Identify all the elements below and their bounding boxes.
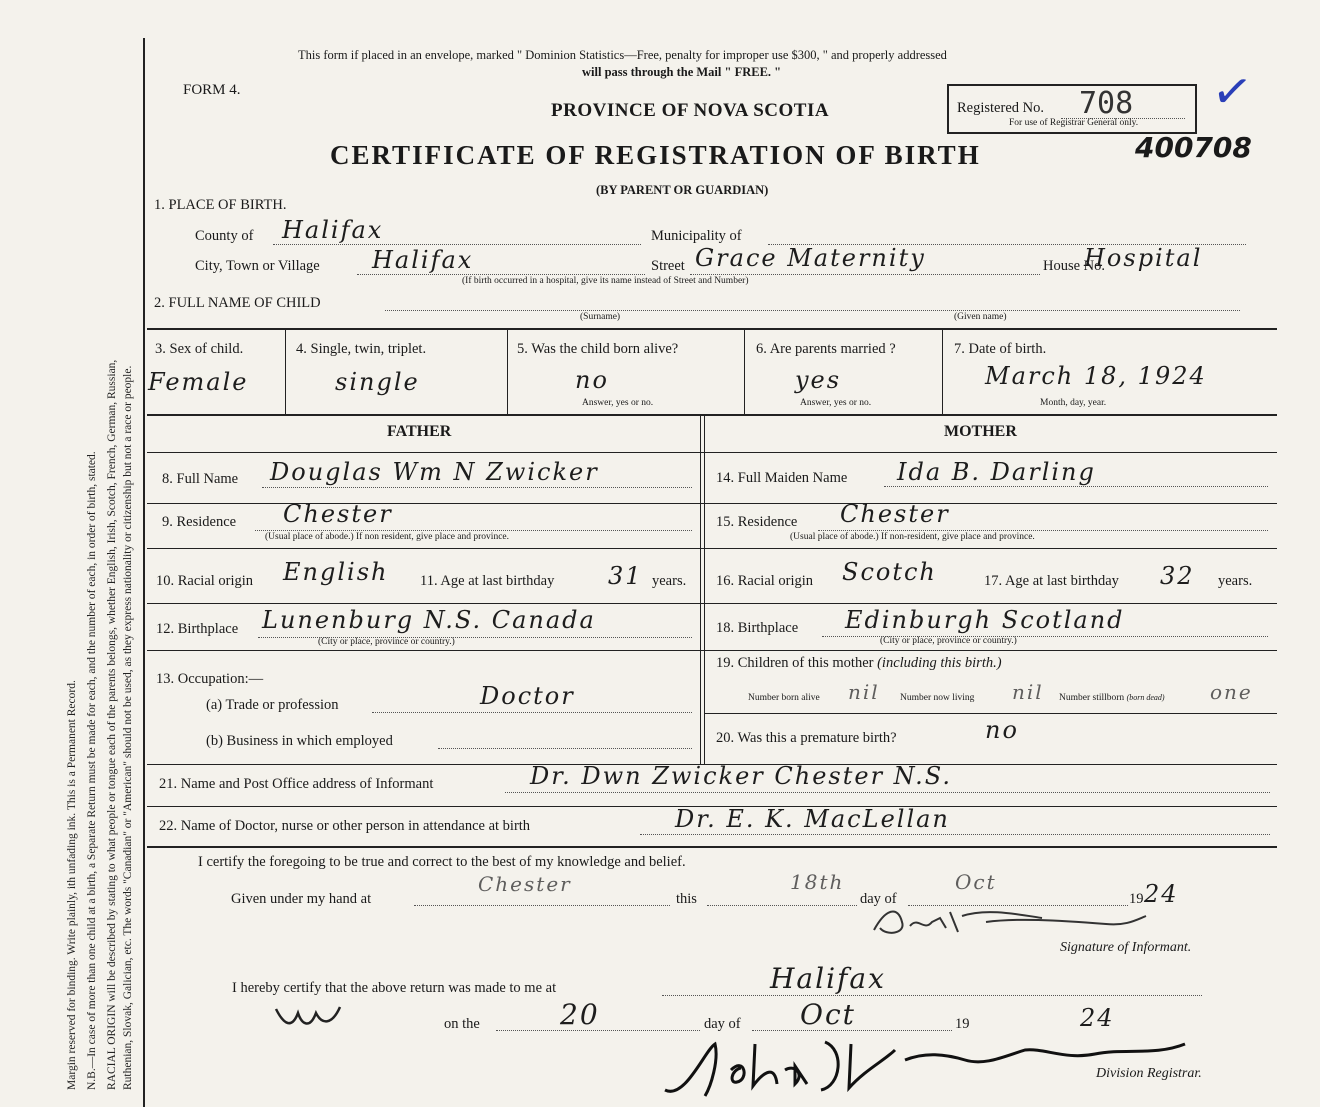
- registrar-day-of-label: day of: [704, 1016, 741, 1032]
- registered-number-box: [947, 84, 1197, 134]
- registrar-year-value: 24: [1080, 1004, 1115, 1032]
- informant-value: Dr. Dwn Zwicker Chester N.S.: [530, 762, 952, 790]
- father-birthplace-value: Lunenburg N.S. Canada: [262, 606, 596, 634]
- margin-rule: [143, 38, 145, 1107]
- born-alive-count-label: Number born alive: [748, 693, 820, 703]
- registered-label: Registered No.: [957, 100, 1044, 116]
- check-mark: ✓: [1208, 61, 1256, 123]
- margin-note-racial-origin-cont: Ruthenian, Slovak, Galician, etc. The words "Canadian" or "American" should not be used, as they express nationality or citizenship but not a race or people.: [122, 365, 134, 1090]
- stillborn-value: one: [1210, 680, 1253, 704]
- birth-date-note: Month, day, year.: [1040, 398, 1107, 408]
- margin-notes: [0, 0, 145, 1107]
- child-name-heading: 2. FULL NAME OF CHILD: [154, 295, 321, 311]
- father-years: years.: [652, 573, 687, 589]
- on-the-label: on the: [444, 1016, 480, 1032]
- birth-date-value: March 18, 1924: [985, 362, 1207, 390]
- stamped-number: 400708: [1135, 131, 1252, 164]
- premature-value: no: [985, 716, 1019, 744]
- given-place-value: Chester: [478, 872, 572, 896]
- mother-age-value: 32: [1160, 562, 1195, 590]
- informant-signature: [866, 898, 1166, 944]
- place-of-birth-heading: 1. PLACE OF BIRTH.: [154, 197, 287, 213]
- registered-number: 708: [1079, 86, 1134, 121]
- doctor-value: Dr. E. K. MacLellan: [675, 805, 950, 833]
- born-alive-note: Answer, yes or no.: [582, 398, 654, 408]
- father-name-value: Douglas Wm N Zwicker: [270, 458, 599, 486]
- mother-birthplace-value: Edinburgh Scotland: [845, 606, 1125, 634]
- plurality-label: 4. Single, twin, triplet.: [296, 341, 427, 357]
- mail-notice-line2: will pass through the Mail " FREE. ": [582, 65, 782, 79]
- this-label: this: [676, 891, 697, 907]
- surname-note: (Surname): [580, 312, 621, 322]
- born-alive-label: 5. Was the child born alive?: [517, 341, 679, 357]
- now-living-label: Number now living: [900, 693, 975, 703]
- trade-label: (a) Trade or profession: [206, 697, 339, 713]
- doctor-label: 22. Name of Doctor, nurse or other person in attendance at birth: [159, 818, 531, 834]
- given-name-note: (Given name): [954, 312, 1007, 322]
- mail-notice-line1: This form if placed in an envelope, marked " Dominion Statistics—Free, penalty for improper use $300, " and properly addressed: [298, 48, 947, 62]
- county-label: County of: [195, 228, 254, 244]
- municipality-label: Municipality of: [651, 228, 742, 244]
- certificate-subtitle: (BY PARENT OR GUARDIAN): [596, 183, 769, 197]
- registrar-initial-flourish: [270, 995, 350, 1035]
- business-label: (b) Business in which employed: [206, 733, 393, 749]
- certify-statement: I certify the foregoing to be true and correct to the best of my knowledge and belief.: [198, 854, 686, 870]
- margin-note-racial-origin: RACIAL ORIGIN will be described by stating to what people or tongue each of the parents belongs, whether English, Irish, Scotch, French, German, Russian,: [106, 359, 118, 1090]
- mother-birthplace-label: 18. Birthplace: [716, 620, 799, 636]
- stillborn-label: Number stillborn (born dead): [1059, 693, 1165, 703]
- premature-label: 20. Was this a premature birth?: [716, 730, 897, 746]
- father-racial-label: 10. Racial origin: [156, 573, 254, 589]
- plurality-value: single: [335, 368, 420, 396]
- children-label: 19. Children of this mother (including this birth.): [716, 655, 1002, 671]
- registrar-note: For use of Registrar General only.: [1009, 118, 1139, 128]
- registrar-certify-label: I hereby certify that the above return was made to me at: [232, 980, 557, 996]
- margin-note-binding: Margin reserved for binding. Write plainly, ith unfading ink. This is a Permanent Record.: [66, 680, 78, 1090]
- province-heading: PROVINCE OF NOVA SCOTIA: [551, 100, 830, 121]
- mother-name-label: 14. Full Maiden Name: [716, 470, 848, 486]
- given-under-hand-label: Given under my hand at: [231, 891, 372, 907]
- married-note: Answer, yes or no.: [800, 398, 872, 408]
- registrar-day-value: 20: [560, 998, 600, 1031]
- sex-value: Female: [148, 368, 249, 396]
- county-value: Halifax: [282, 216, 384, 244]
- informant-label: 21. Name and Post Office address of Informant: [159, 776, 434, 792]
- mother-years: years.: [1218, 573, 1253, 589]
- city-value: Halifax: [372, 246, 474, 274]
- birth-date-label: 7. Date of birth.: [954, 341, 1047, 357]
- father-birthplace-note: (City or place, province or country.): [318, 637, 455, 647]
- father-age-label: 11. Age at last birthday: [420, 573, 555, 589]
- given-day-value: 18th: [790, 870, 845, 894]
- father-residence-note: (Usual place of abode.) If non resident, give place and province.: [265, 532, 509, 542]
- mother-racial-value: Scotch: [842, 558, 937, 586]
- mother-residence-value: Chester: [840, 500, 950, 528]
- married-value: yes: [795, 366, 842, 394]
- certificate-title: CERTIFICATE OF REGISTRATION OF BIRTH: [330, 140, 981, 170]
- street-label: Street: [651, 258, 685, 274]
- margin-note-multiple-births: N.B.—In case of more than one child at a birth, a Separate Return must be made for each, and the number of each, in order of birth, stated.: [86, 451, 98, 1090]
- father-residence-label: 9. Residence: [162, 514, 237, 530]
- father-residence-value: Chester: [283, 500, 393, 528]
- division-registrar-label: Division Registrar.: [1096, 1066, 1202, 1081]
- mother-racial-label: 16. Racial origin: [716, 573, 814, 589]
- given-month-value: Oct: [955, 870, 997, 894]
- mother-heading: MOTHER: [944, 423, 1017, 440]
- mother-birthplace-note: (City or place, province or country.): [880, 636, 1017, 646]
- father-age-value: 31: [608, 562, 643, 590]
- father-birthplace-label: 12. Birthplace: [156, 621, 239, 637]
- house-label: House No.: [1043, 258, 1106, 274]
- father-heading: FATHER: [387, 423, 452, 440]
- street-value: Grace Maternity: [695, 244, 926, 272]
- father-occupation-label: 13. Occupation:—: [156, 671, 264, 687]
- trade-value: Doctor: [480, 682, 575, 710]
- registrar-month-value: Oct: [800, 998, 856, 1031]
- registrar-place-value: Halifax: [770, 962, 886, 995]
- form-number: FORM 4.: [183, 82, 241, 98]
- father-racial-value: English: [283, 558, 389, 586]
- married-label: 6. Are parents married ?: [756, 341, 896, 357]
- given-year-prefix: 19: [1129, 891, 1144, 907]
- given-year-value: 24: [1144, 880, 1179, 908]
- day-of-label: day of: [860, 891, 897, 907]
- mother-age-label: 17. Age at last birthday: [984, 573, 1119, 589]
- mother-residence-label: 15. Residence: [716, 514, 798, 530]
- mother-residence-note: (Usual place of abode.) If non-resident, give place and province.: [790, 532, 1035, 542]
- mother-name-value: Ida B. Darling: [897, 458, 1096, 486]
- registrar-year-prefix: 19: [955, 1016, 970, 1032]
- house-value: Hospital: [1084, 244, 1203, 272]
- father-name-label: 8. Full Name: [162, 471, 239, 487]
- hospital-note: (If birth occurred in a hospital, give its name instead of Street and Number): [462, 276, 749, 286]
- informant-signature-label: Signature of Informant.: [1060, 940, 1192, 955]
- now-living-value: nil: [1012, 680, 1044, 704]
- born-alive-count-value: nil: [848, 680, 880, 704]
- city-label: City, Town or Village: [195, 258, 320, 274]
- sex-label: 3. Sex of child.: [155, 341, 244, 357]
- born-alive-value: no: [575, 366, 609, 394]
